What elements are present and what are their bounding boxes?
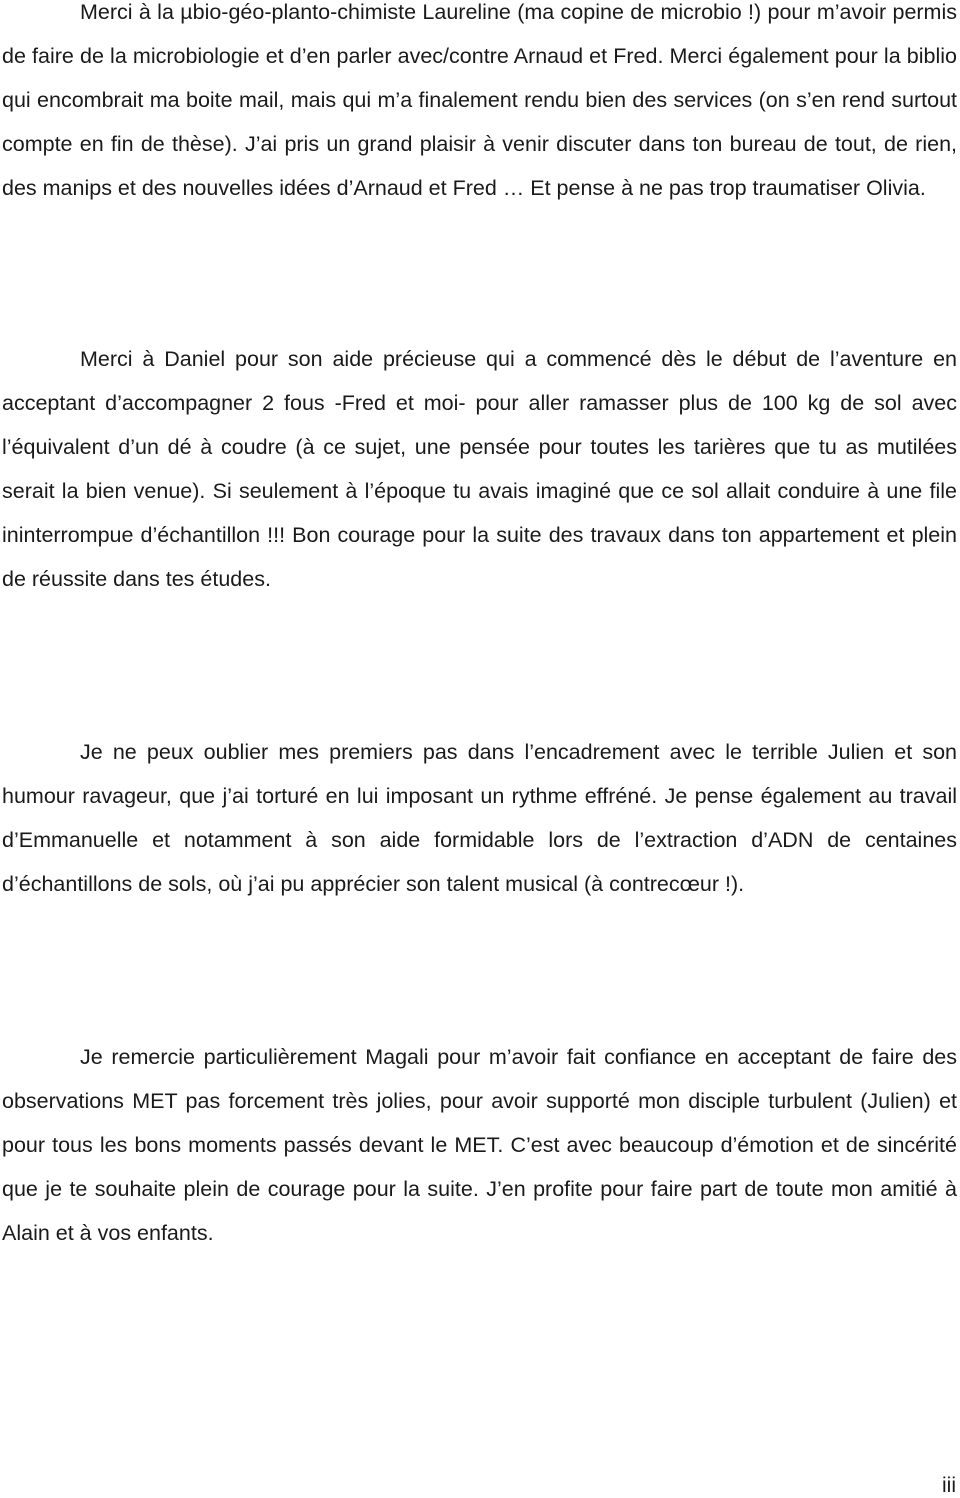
paragraph-magali: Je remercie particulièrement Magali pour m’avoir fait confiance en acceptant de faire des observations MET pas forcement très jolies, pour avoir supporté mon disciple turbulent (Julien) et pour tous les bons moments passés devant le MET. C’est avec beaucoup d’émotion et de sincérité que je te souhaite plein de courage pour la suite. J’en profite pour faire part de toute mon amitié à Alain et à vos enfants. [2,1045,957,1245]
paragraph-daniel: Merci à Daniel pour son aide précieuse qui a commencé dès le début de l’aventure en acceptant d’accompagner 2 fous -Fred et moi- pour aller ramasser plus de 100 kg de sol avec l’équivalent d’un dé à coudre (à ce sujet, une pensée pour toutes les tarières que tu as mutilées serait la bien venue). Si seulement à l’époque tu avais imaginé que ce sol allait conduire à une file ininterrompue d’échantillon !!! Bon courage pour la suite des travaux dans ton appartement et plein de réussite dans tes études. [2,347,957,591]
paragraph-julien-emmanuelle: Je ne peux oublier mes premiers pas dans l’encadrement avec le terrible Julien et son humour ravageur, que j’ai torturé en lui imposant un rythme effréné. Je pense également au travail d’Emmanuelle et notamment à son aide formidable lors de l’extraction d’ADN de centaines d’échantillons de sols, où j’ai pu apprécier son talent musical (à contrecœur !). [2,740,957,896]
page-number: iii [942,1474,956,1497]
paragraph-laureline: Merci à la µbio-géo-planto-chimiste Laureline (ma copine de microbio !) pour m’avoir permis de faire de la microbiologie et d’en parler avec/contre Arnaud et Fred. Merci également pour la biblio qui encombrait ma boite mail, mais qui m’a finalement rendu bien des services (on s’en rend surtout compte en fin de thèse). J’ai pris un grand plaisir à venir discuter dans ton bureau de tout, de rien, des manips et des nouvelles idées d’Arnaud et Fred … Et pense à ne pas trop traumatiser Olivia. [2,0,957,200]
